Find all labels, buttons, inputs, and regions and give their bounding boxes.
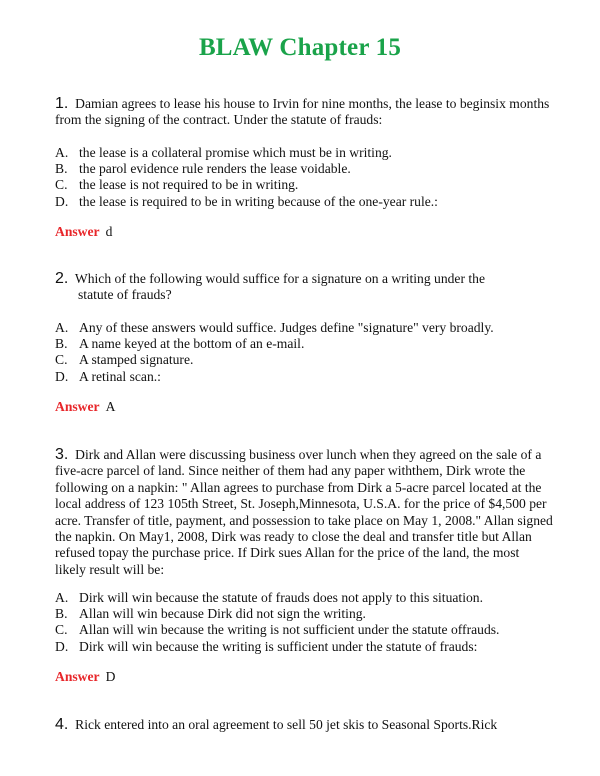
answer-value: d <box>105 224 113 239</box>
option-a: A. Any of these answers would suffice. Judges define "signature" very broadly. <box>55 320 494 335</box>
question-text-line: likely result will be: <box>55 561 165 577</box>
answer-value: A <box>105 399 116 414</box>
option-d: D. the lease is required to be in writing because of the one-year rule.: <box>55 193 438 209</box>
answer-1 <box>55 224 112 240</box>
answer-label: Answer <box>55 399 100 414</box>
option-a: A. Dirk will win because the statute of frauds does not apply to this situation. <box>55 590 483 605</box>
question-text-line: five-acre parcel of land. Since neither of them had any paper withthem, Dirk wrote the <box>55 463 526 479</box>
question-text-line: 1. Damian agrees to lease his house to Irvin for nine months, the lease to beginsix months <box>55 95 550 112</box>
answer-label: Answer <box>55 224 100 239</box>
question-text-line: the napkin. On May1, 2008, Dirk was ready to close the deal and transfer title but Allan <box>55 529 532 545</box>
question-text-line: 3. Dirk and Allan were discussing business over lunch when they agreed on the sale of a <box>55 446 542 463</box>
option-c: C. A stamped signature. <box>55 352 194 368</box>
answer-label: Answer <box>55 669 100 684</box>
option-d: D. A retinal scan.: <box>55 368 161 384</box>
question-text-line: acre. Transfer of title, payment, and possession to take place on May 1, 2008." Allan signed <box>55 512 553 528</box>
option-b: B. Allan will win because Dirk did not sign the writing. <box>55 606 366 622</box>
page-title: BLAW Chapter 15 <box>198 34 402 61</box>
option-a: A. the lease is a collateral promise which must be in writing. <box>55 145 392 160</box>
option-c: C. Allan will win because the writing is not sufficient under the statute offrauds. <box>55 622 500 638</box>
answer-2 <box>55 399 115 415</box>
question-number: 4. <box>55 716 69 733</box>
question-text-line: from the signing of the contract. Under the statute of frauds: <box>55 112 383 128</box>
question-2 <box>55 271 555 304</box>
question-4 <box>55 717 555 733</box>
question-text-line: refused topay the purchase price. If Dirk sues Allan for the price of the land, the most <box>55 545 520 561</box>
question-number: 3. <box>55 446 69 463</box>
answer-value: D <box>105 669 116 684</box>
options-1 <box>55 145 555 210</box>
question-number: 1. <box>55 95 69 112</box>
question-1 <box>55 96 555 129</box>
question-number: 2. <box>55 270 69 287</box>
answer-3 <box>55 669 115 685</box>
options-2 <box>55 320 555 385</box>
question-text-line: local address of 123 105th Street, St. Joseph,Minnesota, U.S.A. for the price of $4,500 per <box>55 496 547 512</box>
option-b: B. A name keyed at the bottom of an e-mail. <box>55 336 305 352</box>
option-c: C. the lease is not required to be in writing. <box>55 177 299 193</box>
question-text-line: following on a napkin: " Allan agrees to purchase from Dirk a 5-acre parcel located at the <box>55 479 542 495</box>
question-text-line: 4. Rick entered into an oral agreement to sell 50 jet skis to Seasonal Sports.Rick <box>55 716 498 733</box>
option-b: B. the parol evidence rule renders the lease voidable. <box>55 161 351 177</box>
option-d: D. Dirk will win because the writing is sufficient under the statute of frauds: <box>55 638 478 654</box>
options-3 <box>55 590 555 655</box>
question-text-line: statute of frauds? <box>78 287 172 303</box>
question-text-line: 2. Which of the following would suffice for a signature on a writing under the <box>55 270 486 287</box>
question-3 <box>55 447 555 578</box>
